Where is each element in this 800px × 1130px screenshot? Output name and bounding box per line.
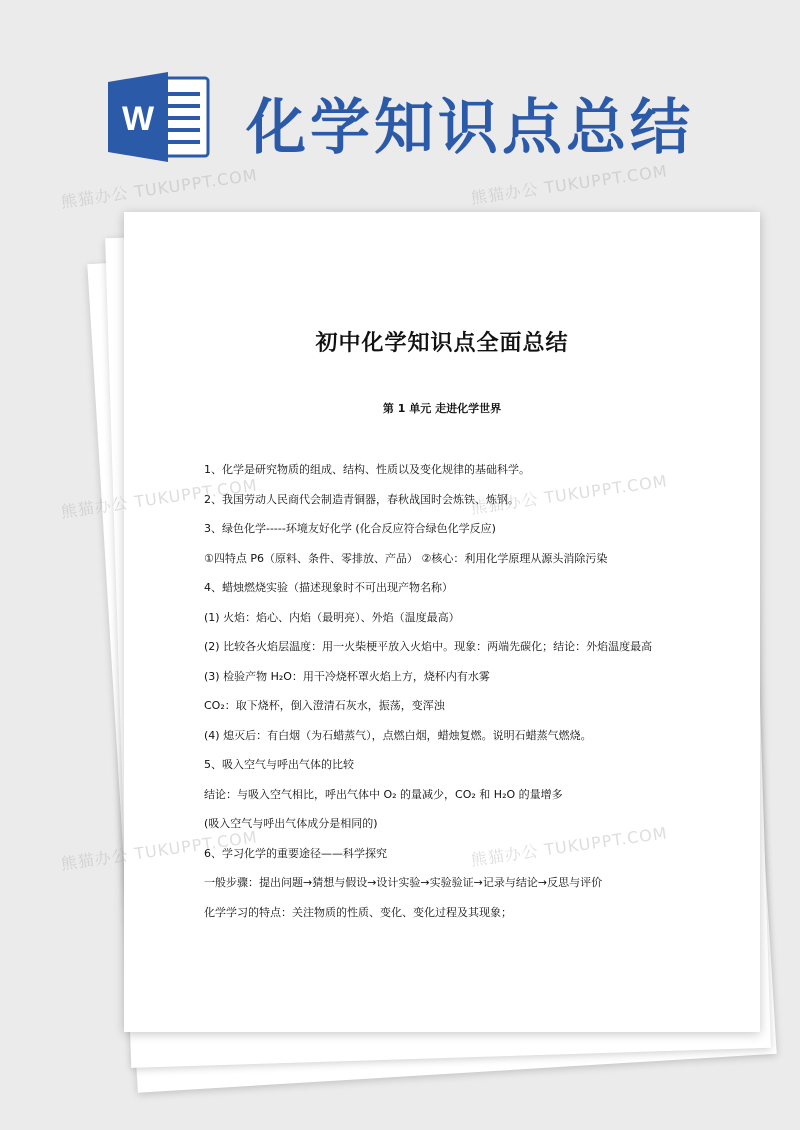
body-line: ①四特点 P6（原料、条件、零排放、产品） ②核心：利用化学原理从源头消除污染: [204, 552, 608, 565]
body-line: (1) 火焰：焰心、内焰（最明亮）、外焰（温度最高）: [204, 611, 460, 624]
body-line: 2、我国劳动人民商代会制造青铜器，春秋战国时会炼铁、炼钢。: [204, 493, 519, 506]
body-line: (2) 比较各火焰层温度：用一火柴梗平放入火焰中。现象：两端先碳化；结论：外焰温度最高: [204, 640, 653, 653]
watermark: 熊猫办公 TUKUPPT.COM: [59, 827, 259, 874]
watermark: 熊猫办公 TUKUPPT.COM: [59, 475, 259, 522]
body-line: CO₂：取下烧杯，倒入澄清石灰水，振荡，变浑浊: [204, 699, 445, 712]
body-line: (3) 检验产物 H₂O：用干冷烧杯罩火焰上方，烧杯内有水雾: [204, 670, 490, 683]
document-page: [124, 212, 760, 1032]
body-line: 结论：与吸入空气相比，呼出气体中 O₂ 的量减少，CO₂ 和 H₂O 的量增多: [204, 788, 563, 801]
body-line: 化学学习的特点：关注物质的性质、变化、变化过程及其现象；: [204, 906, 512, 919]
body-line: 6、学习化学的重要途径——科学探究: [204, 847, 387, 860]
document-title: 初中化学知识点全面总结: [315, 331, 569, 356]
body-line: 4、蜡烛燃烧实验（描述现象时不可出现产物名称）: [204, 581, 453, 594]
body-line: (4) 熄灭后：有白烟（为石蜡蒸气），点燃白烟，蜡烛复燃。说明石蜡蒸气燃烧。: [204, 729, 592, 742]
watermark: 熊猫办公 TUKUPPT.COM: [469, 471, 669, 518]
body-line: (吸入空气与呼出气体成分是相同的): [204, 817, 378, 830]
banner: [0, 0, 800, 200]
body-line: 1、化学是研究物质的组成、结构、性质以及变化规律的基础科学。: [204, 463, 530, 476]
body-line: 一般步骤：提出问题→猜想与假设→设计实验→实验验证→记录与结论→反思与评价: [204, 876, 603, 889]
watermark: 熊猫办公 TUKUPPT.COM: [59, 165, 259, 212]
logo-letter: W: [121, 100, 155, 138]
watermark: 熊猫办公 TUKUPPT.COM: [469, 161, 669, 208]
unit-title: 第 1 单元 走进化学世界: [382, 402, 502, 415]
banner-title: 化学知识点总结: [246, 93, 694, 163]
body-line: 5、吸入空气与呼出气体的比较: [204, 758, 354, 771]
watermark: 熊猫办公 TUKUPPT.COM: [469, 823, 669, 870]
word-logo-icon: [108, 72, 212, 162]
body-line: 3、绿色化学-----环境友好化学 (化合反应符合绿色化学反应): [204, 522, 496, 535]
